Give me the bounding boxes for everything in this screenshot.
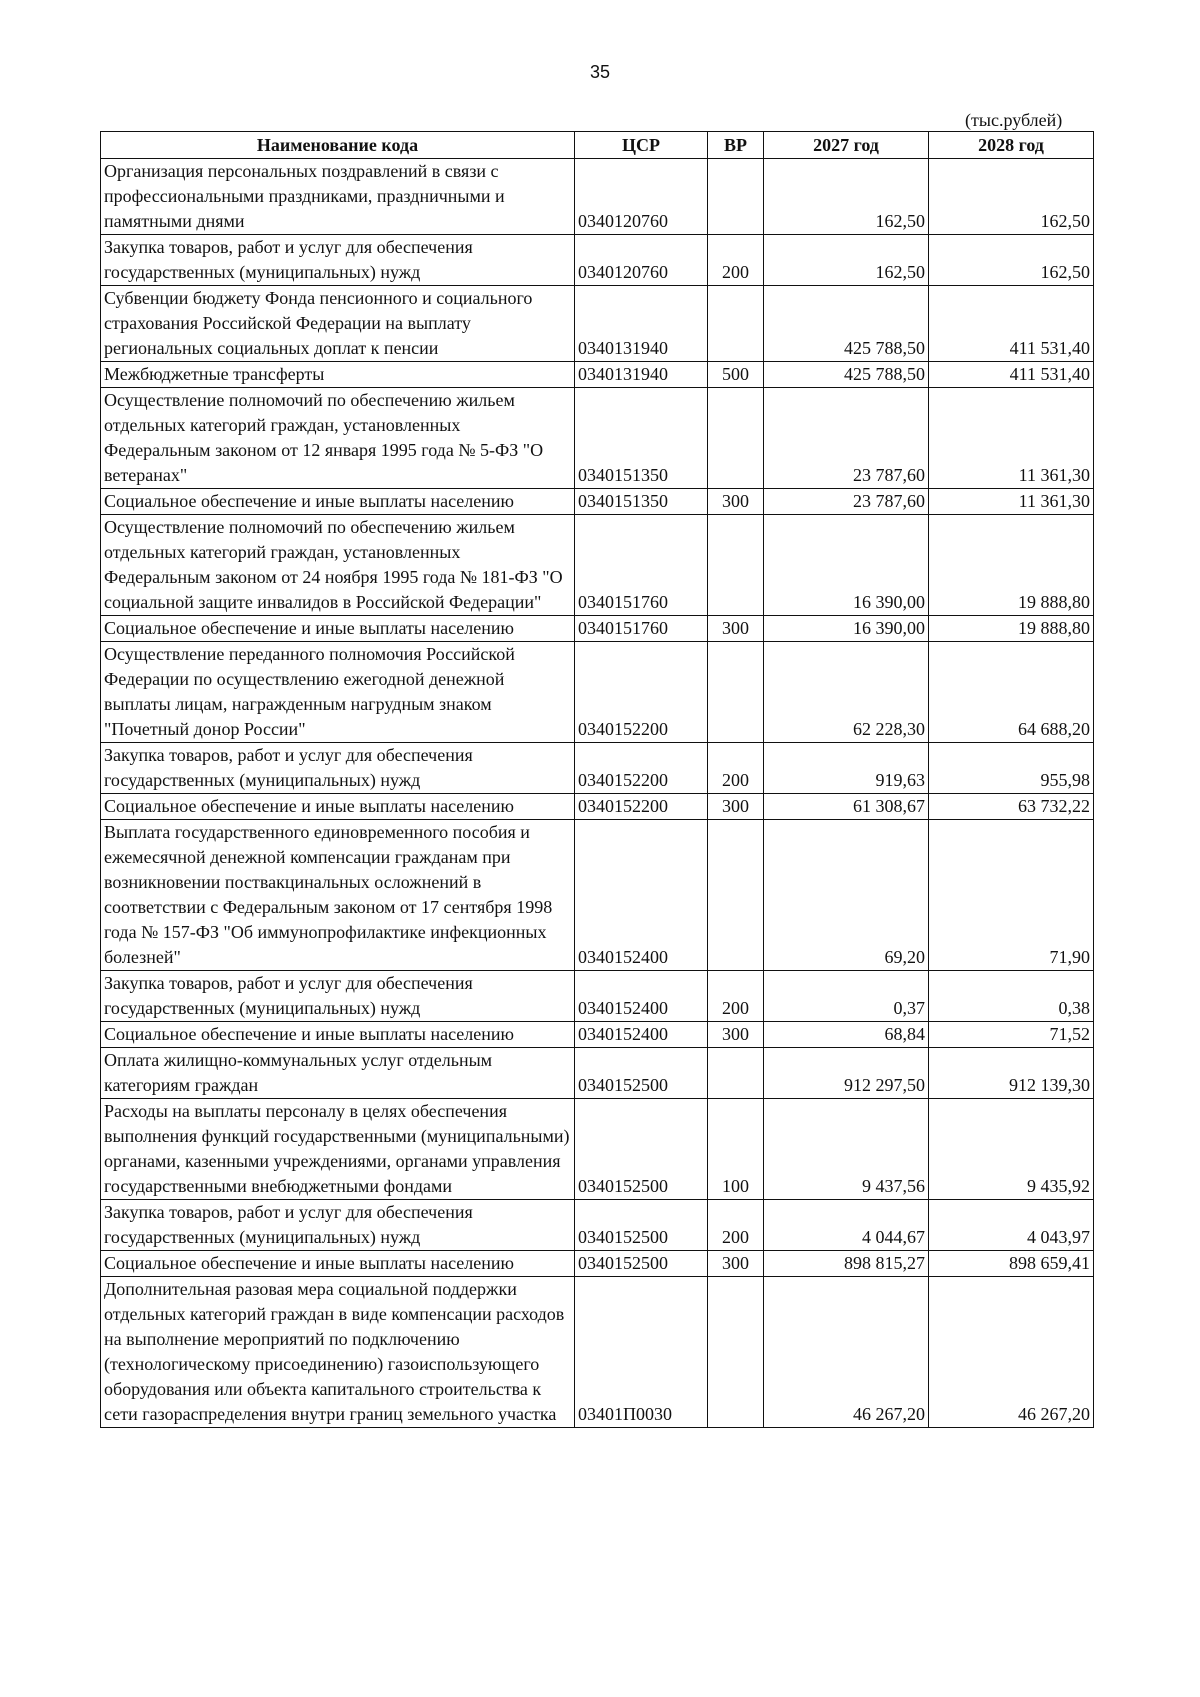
table-row bbox=[101, 616, 1094, 642]
row-2027: 62 228,30 bbox=[764, 642, 929, 743]
row-2028: 64 688,20 bbox=[929, 642, 1094, 743]
row-vr: 200 bbox=[708, 743, 764, 794]
row-vr: 200 bbox=[708, 235, 764, 286]
row-2027: 69,20 bbox=[764, 820, 929, 971]
row-vr: 300 bbox=[708, 616, 764, 642]
row-2028: 46 267,20 bbox=[929, 1277, 1094, 1428]
row-name: Социальное обеспечение и иные выплаты населению bbox=[101, 616, 575, 642]
table-row bbox=[101, 1048, 1094, 1099]
row-2027: 162,50 bbox=[764, 235, 929, 286]
row-2027: 912 297,50 bbox=[764, 1048, 929, 1099]
row-csr: 0340152200 bbox=[575, 743, 708, 794]
row-csr: 0340152500 bbox=[575, 1200, 708, 1251]
row-2027: 46 267,20 bbox=[764, 1277, 929, 1428]
row-name: Социальное обеспечение и иные выплаты населению bbox=[101, 1251, 575, 1277]
row-2028: 71,52 bbox=[929, 1022, 1094, 1048]
row-csr: 0340152400 bbox=[575, 1022, 708, 1048]
table-row bbox=[101, 642, 1094, 743]
row-csr: 0340152400 bbox=[575, 971, 708, 1022]
row-2028: 0,38 bbox=[929, 971, 1094, 1022]
row-2027: 898 815,27 bbox=[764, 1251, 929, 1277]
row-name: Субвенции бюджету Фонда пенсионного и социального страхования Российской Федерации на выплату региональных социальных доплат к пенсии bbox=[101, 286, 575, 362]
row-2028: 19 888,80 bbox=[929, 515, 1094, 616]
row-name: Социальное обеспечение и иные выплаты населению bbox=[101, 1022, 575, 1048]
row-csr: 0340152500 bbox=[575, 1251, 708, 1277]
row-csr: 0340131940 bbox=[575, 362, 708, 388]
row-csr: 0340151350 bbox=[575, 388, 708, 489]
row-vr: 300 bbox=[708, 1251, 764, 1277]
row-name: Осуществление полномочий по обеспечению жильем отдельных категорий граждан, установленных Федеральным законом от 24 ноября 1995 года № 181-ФЗ "О социальной защите инвалидов в Российской Федерации" bbox=[101, 515, 575, 616]
row-2028: 411 531,40 bbox=[929, 362, 1094, 388]
row-name: Дополнительная разовая мера социальной поддержки отдельных категорий граждан в виде компенсации расходов на выполнение мероприятий по подключению (технологическому присоединению) газоиспользующего оборудования или объекта капитального строительства к сети газораспределения внутри границ земельного участка bbox=[101, 1277, 575, 1428]
row-2027: 919,63 bbox=[764, 743, 929, 794]
row-vr bbox=[708, 159, 764, 235]
row-csr: 0340152500 bbox=[575, 1099, 708, 1200]
row-vr: 100 bbox=[708, 1099, 764, 1200]
table-header-row bbox=[101, 132, 1094, 159]
row-name: Социальное обеспечение и иные выплаты населению bbox=[101, 489, 575, 515]
row-csr: 0340152500 bbox=[575, 1048, 708, 1099]
row-csr: 0340152200 bbox=[575, 642, 708, 743]
row-2028: 411 531,40 bbox=[929, 286, 1094, 362]
row-name: Организация персональных поздравлений в связи с профессиональными праздниками, праздничными и памятными днями bbox=[101, 159, 575, 235]
row-name: Расходы на выплаты персоналу в целях обеспечения выполнения функций государственными (муниципальными) органами, казенными учреждениями, органами управления государственными внебюджетными фондами bbox=[101, 1099, 575, 1200]
row-name: Осуществление полномочий по обеспечению жильем отдельных категорий граждан, установленных Федеральным законом от 12 января 1995 года № 5-ФЗ "О ветеранах" bbox=[101, 388, 575, 489]
row-name: Оплата жилищно-коммунальных услуг отдельным категориям граждан bbox=[101, 1048, 575, 1099]
row-name: Закупка товаров, работ и услуг для обеспечения государственных (муниципальных) нужд bbox=[101, 1200, 575, 1251]
row-csr: 0340131940 bbox=[575, 286, 708, 362]
header-vr: ВР bbox=[708, 132, 764, 159]
row-vr: 300 bbox=[708, 1022, 764, 1048]
unit-note: (тыс.рублей) bbox=[965, 110, 1063, 130]
row-2028: 11 361,30 bbox=[929, 388, 1094, 489]
row-csr: 0340151350 bbox=[575, 489, 708, 515]
row-2028: 19 888,80 bbox=[929, 616, 1094, 642]
row-2027: 425 788,50 bbox=[764, 286, 929, 362]
table-row bbox=[101, 1277, 1094, 1428]
table-row bbox=[101, 515, 1094, 616]
row-vr bbox=[708, 1277, 764, 1428]
table-row bbox=[101, 794, 1094, 820]
row-csr: 03401П0030 bbox=[575, 1277, 708, 1428]
row-csr: 0340151760 bbox=[575, 616, 708, 642]
table-row bbox=[101, 1022, 1094, 1048]
row-name: Межбюджетные трансферты bbox=[101, 362, 575, 388]
row-vr: 200 bbox=[708, 1200, 764, 1251]
table-row bbox=[101, 388, 1094, 489]
row-2028: 955,98 bbox=[929, 743, 1094, 794]
row-2027: 61 308,67 bbox=[764, 794, 929, 820]
row-name: Закупка товаров, работ и услуг для обеспечения государственных (муниципальных) нужд bbox=[101, 235, 575, 286]
row-name: Социальное обеспечение и иные выплаты населению bbox=[101, 794, 575, 820]
row-2028: 9 435,92 bbox=[929, 1099, 1094, 1200]
table-row bbox=[101, 1099, 1094, 1200]
table-body bbox=[101, 159, 1094, 1428]
row-2028: 898 659,41 bbox=[929, 1251, 1094, 1277]
row-csr: 0340120760 bbox=[575, 159, 708, 235]
row-csr: 0340120760 bbox=[575, 235, 708, 286]
row-2028: 11 361,30 bbox=[929, 489, 1094, 515]
row-2027: 68,84 bbox=[764, 1022, 929, 1048]
row-vr bbox=[708, 820, 764, 971]
header-2027: 2027 год bbox=[764, 132, 929, 159]
row-vr: 500 bbox=[708, 362, 764, 388]
row-2028: 162,50 bbox=[929, 235, 1094, 286]
row-2028: 63 732,22 bbox=[929, 794, 1094, 820]
row-2028: 912 139,30 bbox=[929, 1048, 1094, 1099]
row-name: Закупка товаров, работ и услуг для обеспечения государственных (муниципальных) нужд bbox=[101, 743, 575, 794]
row-2027: 425 788,50 bbox=[764, 362, 929, 388]
row-name: Закупка товаров, работ и услуг для обеспечения государственных (муниципальных) нужд bbox=[101, 971, 575, 1022]
row-vr bbox=[708, 515, 764, 616]
row-vr: 200 bbox=[708, 971, 764, 1022]
row-vr bbox=[708, 1048, 764, 1099]
row-name: Осуществление переданного полномочия Российской Федерации по осуществлению ежегодной денежной выплаты лицам, награжденным нагрудным знаком "Почетный донор России" bbox=[101, 642, 575, 743]
header-2028: 2028 год bbox=[929, 132, 1094, 159]
row-2027: 162,50 bbox=[764, 159, 929, 235]
row-csr: 0340152400 bbox=[575, 820, 708, 971]
row-2027: 16 390,00 bbox=[764, 616, 929, 642]
header-csr: ЦСР bbox=[575, 132, 708, 159]
row-2027: 16 390,00 bbox=[764, 515, 929, 616]
table-row bbox=[101, 1251, 1094, 1277]
table-row bbox=[101, 159, 1094, 235]
row-vr bbox=[708, 286, 764, 362]
row-vr bbox=[708, 642, 764, 743]
row-2027: 0,37 bbox=[764, 971, 929, 1022]
row-2027: 9 437,56 bbox=[764, 1099, 929, 1200]
row-csr: 0340151760 bbox=[575, 515, 708, 616]
row-2027: 23 787,60 bbox=[764, 388, 929, 489]
row-name: Выплата государственного единовременного пособия и ежемесячной денежной компенсации гражданам при возникновении поствакцинальных осложнений в соответствии с Федеральным законом от 17 сентября 1998 года № 157-ФЗ "Об иммунопрофилактике инфекционных болезней" bbox=[101, 820, 575, 971]
budget-table bbox=[100, 131, 1094, 1428]
row-csr: 0340152200 bbox=[575, 794, 708, 820]
row-vr: 300 bbox=[708, 794, 764, 820]
page-number: 35 bbox=[589, 62, 611, 82]
row-vr bbox=[708, 388, 764, 489]
table-row bbox=[101, 286, 1094, 362]
table-row bbox=[101, 820, 1094, 971]
row-vr: 300 bbox=[708, 489, 764, 515]
row-2027: 23 787,60 bbox=[764, 489, 929, 515]
table-row bbox=[101, 235, 1094, 286]
header-name: Наименование кода bbox=[101, 132, 575, 159]
table-row bbox=[101, 362, 1094, 388]
row-2028: 71,90 bbox=[929, 820, 1094, 971]
row-2027: 4 044,67 bbox=[764, 1200, 929, 1251]
table-row bbox=[101, 743, 1094, 794]
table-row bbox=[101, 1200, 1094, 1251]
table-row bbox=[101, 489, 1094, 515]
table-row bbox=[101, 971, 1094, 1022]
row-2028: 4 043,97 bbox=[929, 1200, 1094, 1251]
row-2028: 162,50 bbox=[929, 159, 1094, 235]
